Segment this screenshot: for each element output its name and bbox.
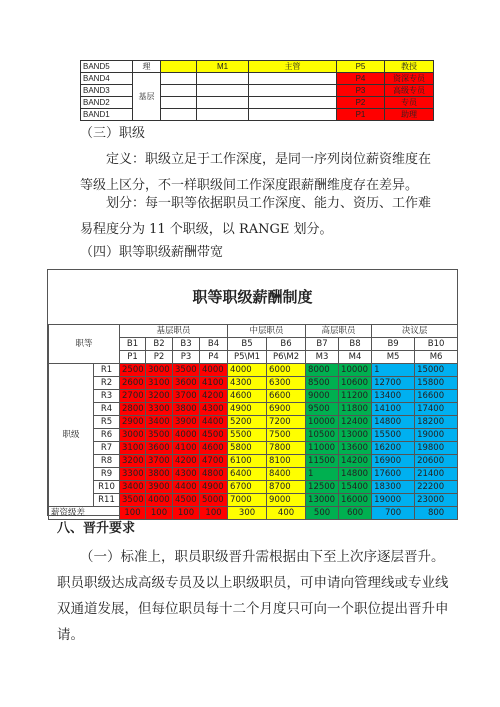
salary-cell: 10500: [306, 429, 339, 442]
range-label: R3: [94, 390, 120, 403]
section8-para-4: 请。: [57, 627, 84, 643]
salary-cell: 11200: [339, 390, 372, 403]
salary-cell: 14800: [372, 416, 415, 429]
salary-table: [47, 269, 458, 516]
band-table: [80, 60, 434, 121]
salary-cell: 17400: [415, 403, 458, 416]
range-label: R8: [94, 455, 120, 468]
table-row: [49, 377, 458, 390]
salary-cell: 17600: [372, 468, 415, 481]
table-row: [49, 390, 458, 403]
salary-table-title: 职等职级薪酬制度: [192, 288, 313, 306]
salary-cell: 3800: [146, 468, 173, 481]
salary-cell: 2900: [120, 416, 146, 429]
table-row: [49, 325, 458, 338]
salary-cell: 16000: [339, 494, 372, 507]
salary-cell: 4900: [200, 481, 228, 494]
grade-code: P4: [200, 351, 228, 364]
salary-cell: 4700: [200, 455, 228, 468]
grade-code: M5: [372, 351, 415, 364]
p-cell: P3: [337, 85, 385, 97]
salary-cell: 4200: [173, 455, 200, 468]
grade-code: P3: [173, 351, 200, 364]
band-cell: BAND5: [81, 61, 133, 73]
salary-cell: 3300: [146, 403, 173, 416]
salary-cell: 3700: [173, 390, 200, 403]
salary-cell: 19000: [415, 429, 458, 442]
grade-code: B1: [120, 338, 146, 351]
salary-cell: 7000: [228, 494, 267, 507]
grade-code: B6: [267, 338, 306, 351]
salary-cell: 7200: [267, 416, 306, 429]
salary-cell: 5200: [228, 416, 267, 429]
p-cell: P4: [337, 73, 385, 85]
grade-code: B3: [173, 338, 200, 351]
salary-cell: 11800: [339, 403, 372, 416]
salary-cell: 6400: [228, 468, 267, 481]
salary-cell: 7500: [267, 429, 306, 442]
salary-cell: 6700: [228, 481, 267, 494]
group-header: 决议层: [372, 325, 458, 338]
section3-division: 划分：每一职等依据职员工作深度、能力、资历、工作难易程度分为 11 个职级，以 RANGE 划分。: [80, 196, 432, 237]
salary-cell: 15500: [372, 429, 415, 442]
salary-cell: 12400: [339, 416, 372, 429]
salary-cell: 3600: [146, 442, 173, 455]
salary-cell: 8700: [267, 481, 306, 494]
salary-cell: 7800: [267, 442, 306, 455]
p-title-cell: 专员: [385, 97, 434, 109]
salary-cell: 11500: [306, 455, 339, 468]
salary-cell: 1: [306, 468, 339, 481]
salary-cell: 4300: [228, 377, 267, 390]
grade-code: P1: [120, 351, 146, 364]
p-cell: P2: [337, 97, 385, 109]
salary-cell: 13000: [306, 494, 339, 507]
salary-cell: 3700: [146, 455, 173, 468]
band-cell: BAND1: [81, 109, 133, 121]
salary-cell: 2700: [120, 390, 146, 403]
salary-cell: 4300: [173, 468, 200, 481]
salary-cell: 4300: [200, 403, 228, 416]
salary-cell: 18300: [372, 481, 415, 494]
grade-code: P5\M1: [228, 351, 267, 364]
p-cell: P5: [337, 61, 385, 73]
salary-cell: 18200: [415, 416, 458, 429]
range-label: R10: [94, 481, 120, 494]
salary-cell: 6300: [267, 377, 306, 390]
salary-cell: 12500: [306, 481, 339, 494]
salary-cell: 3500: [146, 429, 173, 442]
salary-cell: 3100: [120, 442, 146, 455]
range-label: R5: [94, 416, 120, 429]
salary-cell: 6000: [267, 364, 306, 377]
salary-cell: 9000: [306, 390, 339, 403]
salary-cell: 10600: [339, 377, 372, 390]
salary-cell: 5800: [228, 442, 267, 455]
salary-cell: 4400: [173, 481, 200, 494]
diff-cell: 800: [415, 507, 458, 520]
salary-cell: 4600: [228, 390, 267, 403]
salary-cell: 4100: [200, 377, 228, 390]
salary-cell: 2600: [120, 377, 146, 390]
salary-cell: 4500: [173, 494, 200, 507]
range-label: R1: [94, 364, 120, 377]
range-label: R6: [94, 429, 120, 442]
range-label: R4: [94, 403, 120, 416]
salary-cell: 4200: [200, 390, 228, 403]
grade-code: B9: [372, 338, 415, 351]
range-label: R9: [94, 468, 120, 481]
group-header: 基层职员: [120, 325, 228, 338]
salary-cell: 15800: [415, 377, 458, 390]
salary-cell: 15000: [415, 364, 458, 377]
m-cell: M1: [197, 61, 249, 73]
section8-para-3: 双通道发展，但每位职员每十二个月度只可向一个职位提出晋升申: [57, 601, 449, 617]
manager-cell: 主管: [249, 61, 337, 73]
p-title-cell: 资深专员: [385, 73, 434, 85]
band-cell: BAND2: [81, 97, 133, 109]
salary-cell: 4400: [200, 416, 228, 429]
diff-cell: 300: [228, 507, 267, 520]
grade-code: B4: [200, 338, 228, 351]
salary-cell: 2500: [120, 364, 146, 377]
salary-cell: 3900: [173, 416, 200, 429]
salary-cell: 13600: [339, 442, 372, 455]
salary-cell: 6100: [228, 455, 267, 468]
table-row: [49, 442, 458, 455]
range-label: R11: [94, 494, 120, 507]
diff-cell: 500: [306, 507, 339, 520]
table-row: [81, 73, 434, 85]
salary-cell: 10000: [306, 416, 339, 429]
range-label: R7: [94, 442, 120, 455]
salary-cell: 3000: [120, 429, 146, 442]
salary-cell: 14800: [339, 468, 372, 481]
salary-cell: 8100: [267, 455, 306, 468]
salary-cell: 16200: [372, 442, 415, 455]
table-row: [49, 364, 458, 377]
diff-cell: 100: [173, 507, 200, 520]
salary-cell: 13000: [339, 429, 372, 442]
salary-cell: 3600: [173, 377, 200, 390]
grade-code: B8: [339, 338, 372, 351]
section4-heading: （四）职等职级薪酬带宽: [80, 245, 224, 260]
grade-code: M3: [306, 351, 339, 364]
grade-code: M4: [339, 351, 372, 364]
grade-code: B10: [415, 338, 458, 351]
salary-cell: 16900: [372, 455, 415, 468]
salary-cell: 4100: [173, 442, 200, 455]
diff-cell: 100: [146, 507, 173, 520]
salary-cell: 3500: [120, 494, 146, 507]
salary-cell: 4000: [200, 364, 228, 377]
salary-cell: 9000: [267, 494, 306, 507]
salary-cell: 23000: [415, 494, 458, 507]
level-label: 职级: [49, 364, 94, 507]
grade-code: B7: [306, 338, 339, 351]
salary-cell: 3400: [146, 416, 173, 429]
p-title-cell: 高级专员: [385, 85, 434, 97]
salary-cell: 21400: [415, 468, 458, 481]
salary-cell: 3100: [146, 377, 173, 390]
salary-cell: 19800: [415, 442, 458, 455]
table-row: [49, 494, 458, 507]
diff-cell: 100: [200, 507, 228, 520]
salary-cell: 4800: [200, 468, 228, 481]
salary-cell: 3000: [146, 364, 173, 377]
salary-cell: 3400: [120, 481, 146, 494]
salary-cell: 4000: [146, 494, 173, 507]
section8-heading: 八、晋升要求: [57, 521, 136, 536]
salary-cell: 4000: [228, 364, 267, 377]
salary-cell: 11000: [306, 442, 339, 455]
diff-cell: 600: [339, 507, 372, 520]
group-cell: 理: [133, 61, 161, 73]
salary-cell: 3200: [146, 390, 173, 403]
salary-cell: 10000: [339, 364, 372, 377]
salary-cell: 14100: [372, 403, 415, 416]
salary-cell: 19000: [372, 494, 415, 507]
salary-cell: 3500: [173, 364, 200, 377]
table-row: [49, 468, 458, 481]
salary-cell: 12700: [372, 377, 415, 390]
grade-code: P2: [146, 351, 173, 364]
salary-cell: 3300: [120, 468, 146, 481]
salary-cell: 3900: [146, 481, 173, 494]
diff-cell: 400: [267, 507, 306, 520]
salary-cell: 2800: [120, 403, 146, 416]
p-cell: P1: [337, 109, 385, 121]
grade-label: 职等: [49, 325, 120, 364]
section3-definition: 定义：职级立足于工作深度，是同一序列岗位薪资维度在等级上区分，不一样职级间工作深度跟薪酬维度存在差异。: [80, 152, 432, 193]
salary-cell: 20600: [415, 455, 458, 468]
group-header: 高层职员: [306, 325, 372, 338]
salary-cell: 3200: [120, 455, 146, 468]
salary-cell: 14200: [339, 455, 372, 468]
table-row: [49, 403, 458, 416]
band-cell: BAND4: [81, 73, 133, 85]
salary-cell: 1: [372, 364, 415, 377]
group-header: 中层职员: [228, 325, 306, 338]
group-cell: 基层: [133, 73, 161, 121]
grade-code: B5: [228, 338, 267, 351]
table-row: [49, 507, 458, 520]
salary-cell: 8500: [306, 377, 339, 390]
salary-cell: 15400: [339, 481, 372, 494]
grade-code: P6\M2: [267, 351, 306, 364]
salary-cell: 5500: [228, 429, 267, 442]
salary-cell: 3800: [173, 403, 200, 416]
salary-cell: 16600: [415, 390, 458, 403]
section8-para-1: （一）标准上，职员职级晋升需根据由下至上次序逐层晋升。: [80, 549, 445, 565]
range-label: R2: [94, 377, 120, 390]
salary-cell: 8400: [267, 468, 306, 481]
salary-cell: 22200: [415, 481, 458, 494]
table-row: [49, 481, 458, 494]
diff-label: 薪资级差: [49, 507, 120, 520]
band-cell: BAND3: [81, 85, 133, 97]
table-row: [49, 429, 458, 442]
salary-cell: 6900: [267, 403, 306, 416]
salary-cell: 4900: [228, 403, 267, 416]
section8-para-2: 职员职级达成高级专员及以上职级职员，可申请向管理线或专业线: [57, 575, 449, 591]
salary-grid: [48, 324, 458, 520]
table-row: [49, 455, 458, 468]
grade-code: M6: [415, 351, 458, 364]
diff-cell: 100: [120, 507, 146, 520]
p-title-cell: 助理: [385, 109, 434, 121]
salary-cell: 4600: [200, 442, 228, 455]
section3-heading: （三）职级: [80, 126, 146, 141]
salary-cell: 13400: [372, 390, 415, 403]
table-row: [81, 61, 434, 73]
diff-cell: 700: [372, 507, 415, 520]
salary-cell: 9500: [306, 403, 339, 416]
p-title-cell: 教授: [385, 61, 434, 73]
table-row: [49, 416, 458, 429]
salary-cell: 4000: [173, 429, 200, 442]
grade-code: B2: [146, 338, 173, 351]
salary-cell: 8000: [306, 364, 339, 377]
salary-cell: 5000: [200, 494, 228, 507]
salary-cell: 4500: [200, 429, 228, 442]
salary-cell: 6600: [267, 390, 306, 403]
